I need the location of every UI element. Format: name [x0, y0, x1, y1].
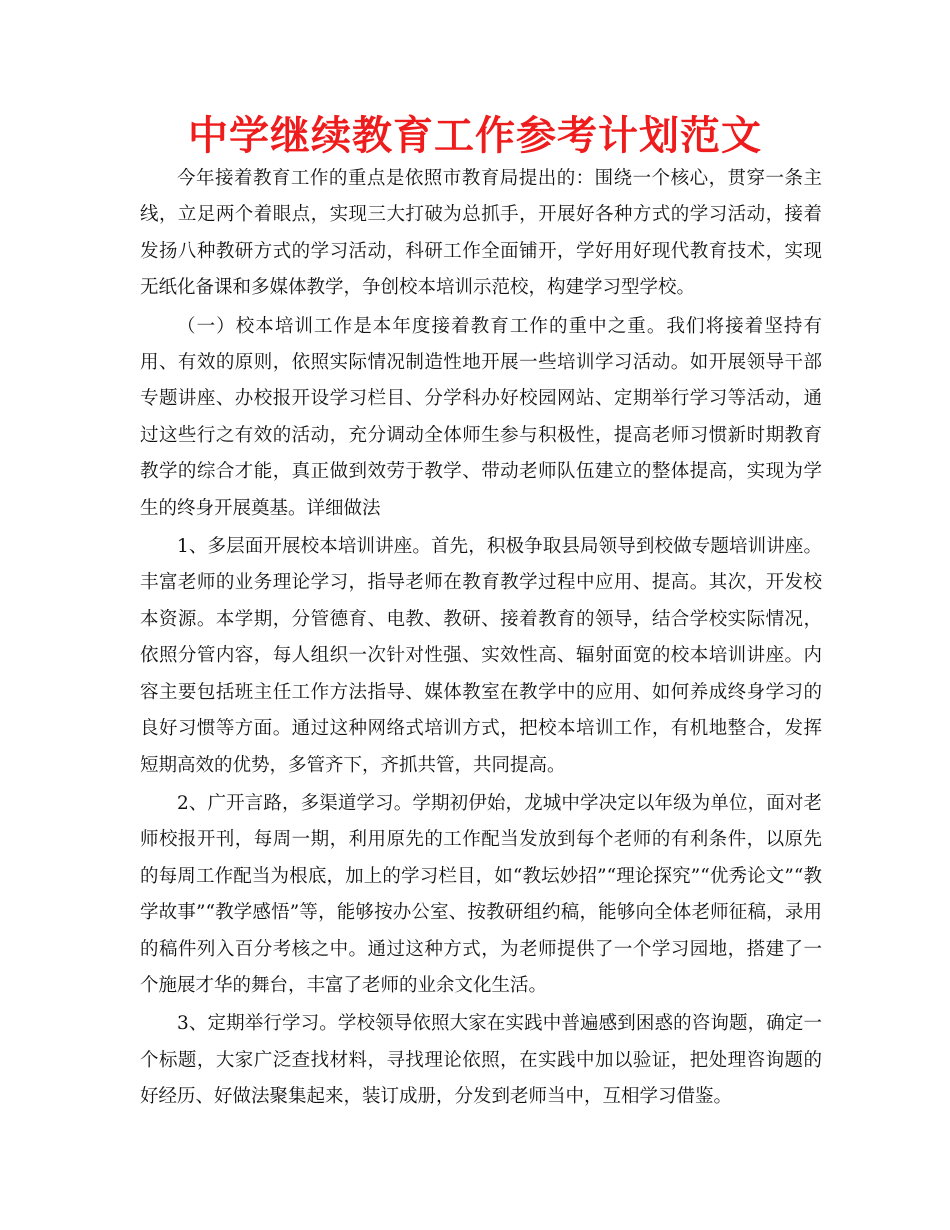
paragraph-intro: 今年接着教育工作的重点是依照市教育局提出的：围绕一个核心，贯穿一条主线，立足两个着眼点，实现三大打破为总抓手，开展好各种方式的学习活动，接着发扬八种教研方式的学习活动，科研工作全面铺开，学好用好现代教育技术，实现无纸化备课和多媒体教学，争创校本培训示范校，构建学习型学校。: [140, 168, 822, 299]
document-title: 中学继续教育工作参考计划范文: [188, 113, 762, 159]
paragraph-item-2: 2、广开言路，多渠道学习。学期初伊始，龙城中学决定以年级为单位，面对老师校报开刊，每周一期，利用原先的工作配当发放到每个老师的有利条件，以原先的每周工作配当为根底，加上的学习栏目，如“教坛妙招”“理论探究”“优秀论文”“教学故事”“教学感悟”等，能够按办公室、按教研组约稿，能够向全体老师征稿，录用的稿件列入百分考核之中。通过这种方式，为老师提供了一个学习园地，搭建了一个施展才华的舞台，丰富了老师的业余文化生活。: [140, 792, 822, 996]
paragraph-item-3: 3、定期举行学习。学校领导依照大家在实践中普遍感到困惑的咨询题，确定一个标题，大家广泛查找材料，寻找理论依照，在实践中加以验证，把处理咨询题的好经历、好做法聚集起来，装订成册，分发到老师当中，互相学习借鉴。: [140, 1013, 822, 1108]
paragraph-section-1: （一）校本培训工作是本年度接着教育工作的重中之重。我们将接着坚持有用、有效的原则，依照实际情况制造性地开展一些培训学习活动。如开展领导干部专题讲座、办校报开设学习栏目、分学科办好校园网站、定期举行学习等活动，通过这些行之有效的活动，充分调动全体师生参与积极性，提高老师习惯新时期教育教学的综合才能，真正做到效劳于教学、带动老师队伍建立的整体提高，实现为学生的终身开展奠基。详细做法: [140, 315, 822, 519]
document-body: [140, 161, 822, 1118]
paragraph-item-1: 1、多层面开展校本培训讲座。首先，积极争取县局领导到校做专题培训讲座。丰富老师的业务理论学习，指导老师在教育教学过程中应用、提高。其次，开发校本资源。本学期，分管德育、电教、教研、接着教育的领导，结合学校实际情况，依照分管内容，每人组织一次针对性强、实效性高、辐射面宽的校本培训讲座。内容主要包括班主任工作方法指导、媒体教室在教学中的应用、如何养成终身学习的良好习惯等方面。通过这种网络式培训方式，把校本培训工作，有机地整合，发挥短期高效的优势，多管齐下，齐抓共管，共同提高。: [140, 536, 822, 776]
